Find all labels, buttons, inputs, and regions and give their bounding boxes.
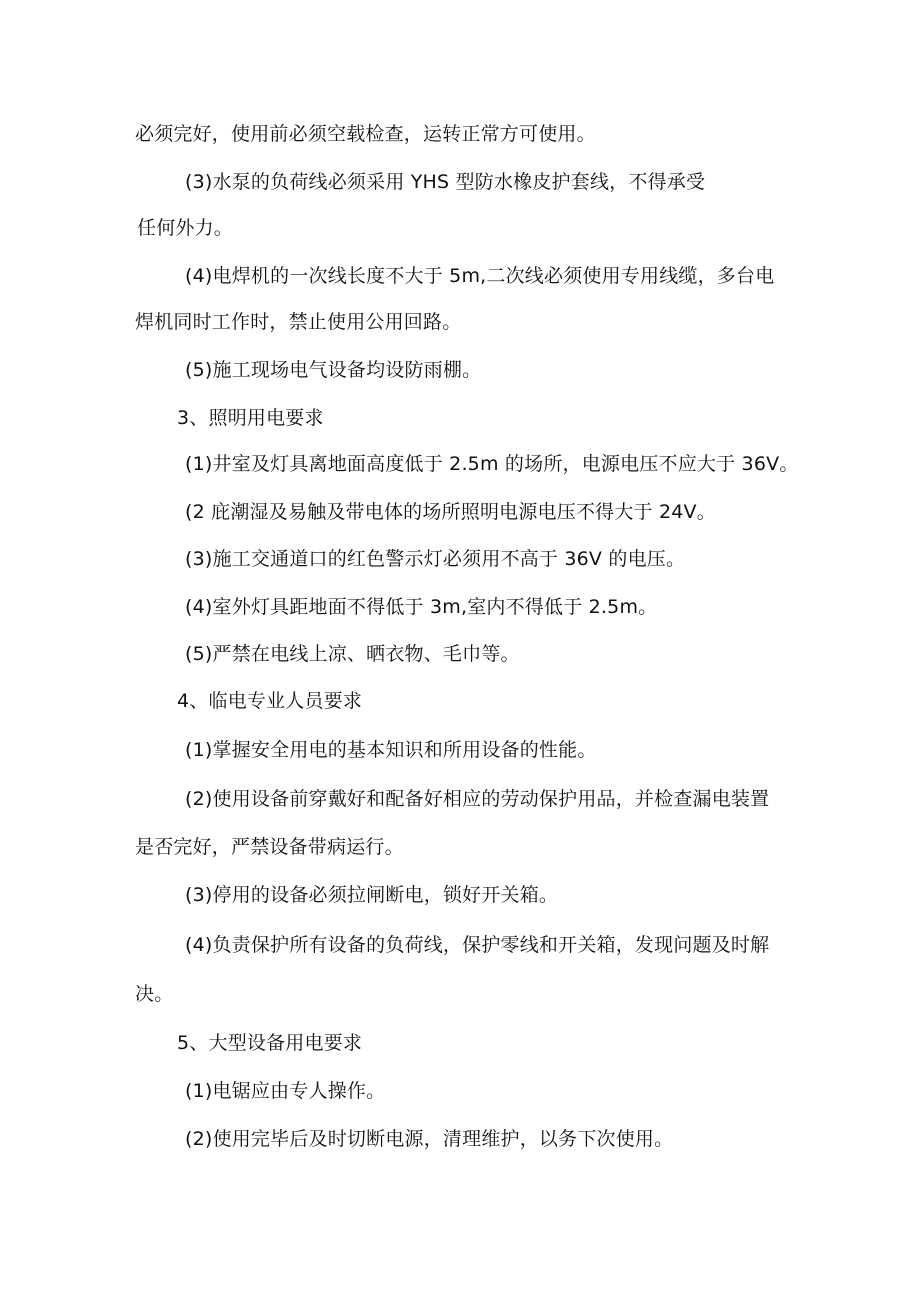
text-line: (2)使用设备前穿戴好和配备好相应的劳动保护用品，并检查漏电装置	[185, 788, 770, 810]
text-line: (1)电锯应由专人操作。	[185, 1080, 386, 1102]
text-line: (5)严禁在电线上凉、晒衣物、毛巾等。	[185, 643, 520, 665]
text-line: (4)室外灯具距地面不得低于 3m,室内不得低于 2.5m。	[185, 596, 658, 618]
text-line: 是否完好，严禁设备带病运行。	[135, 836, 404, 858]
section-heading: 3、照明用电要求	[177, 407, 324, 429]
text-line: (2)使用完毕后及时切断电源，清理维护，以务下次使用。	[185, 1128, 674, 1150]
section-heading: 5、大型设备用电要求	[177, 1032, 363, 1054]
text-line: 必须完好，使用前必须空载检查，运转正常方可使用。	[135, 123, 596, 145]
text-line: (3)停用的设备必须拉闸断电，锁好开关箱。	[185, 884, 559, 906]
text-line: 任何外力。	[137, 217, 234, 239]
text-line: (2 庇潮湿及易触及带电体的场所照明电源电压不得大于 24V。	[185, 501, 716, 523]
text-line: (4)负责保护所有设备的负荷线，保护零线和开关箱，发现问题及时解	[185, 934, 770, 956]
text-line: 决。	[135, 983, 174, 1005]
text-line: (1)井室及灯具离地面高度低于 2.5m 的场所，电源电压不应大于 36V。	[185, 453, 799, 475]
text-line: (4)电焊机的一次线长度不大于 5m,二次线必须使用专用线缆，多台电	[185, 265, 775, 287]
text-line: (3)施工交通道口的红色警示灯必须用不高于 36V 的电压。	[185, 548, 686, 570]
text-line: (3)水泵的负荷线必须采用 YHS 型防水橡皮护套线，不得承受	[185, 171, 706, 193]
text-line: (5)施工现场电气设备均设防雨棚。	[185, 359, 482, 381]
section-heading: 4、临电专业人员要求	[177, 690, 363, 712]
text-line: 焊机同时工作时，禁止使用公用回路。	[135, 311, 462, 333]
text-line: (1)掌握安全用电的基本知识和所用设备的性能。	[185, 739, 597, 761]
